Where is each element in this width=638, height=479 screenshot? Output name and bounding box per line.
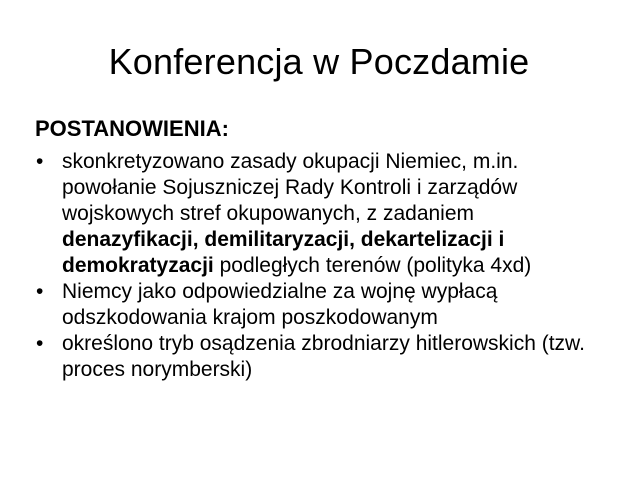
item-text: skonkretyzowano zasady okupacji Niemiec, m.in. powołanie Sojuszniczej Rady Kontroli i zarządów wojskowych stref okupowanych, z zadaniem xyxy=(62,150,519,225)
list-item xyxy=(35,331,610,383)
bullet-icon: • xyxy=(36,332,44,355)
bullet-icon: • xyxy=(36,280,44,303)
item-bold-text: denazyfikacji, demilitaryzacji, dekartelizacji i demokratyzacji xyxy=(62,228,505,277)
section-heading: POSTANOWIENIA: xyxy=(35,116,229,141)
list-item xyxy=(35,279,610,331)
item-text: Niemcy jako odpowiedzialne za wojnę wypłacą odszkodowania krajom poszkodowanym xyxy=(62,280,498,329)
item-text-end: podległych terenów (polityka 4xd) xyxy=(213,254,532,277)
slide-title: Konferencja w Poczdamie xyxy=(108,41,530,82)
list-item xyxy=(35,149,610,279)
bullet-icon: • xyxy=(36,150,44,173)
item-text: określono tryb osądzenia zbrodniarzy hitlerowskich (tzw. proces norymberski) xyxy=(62,332,585,381)
bullet-list xyxy=(35,149,610,383)
